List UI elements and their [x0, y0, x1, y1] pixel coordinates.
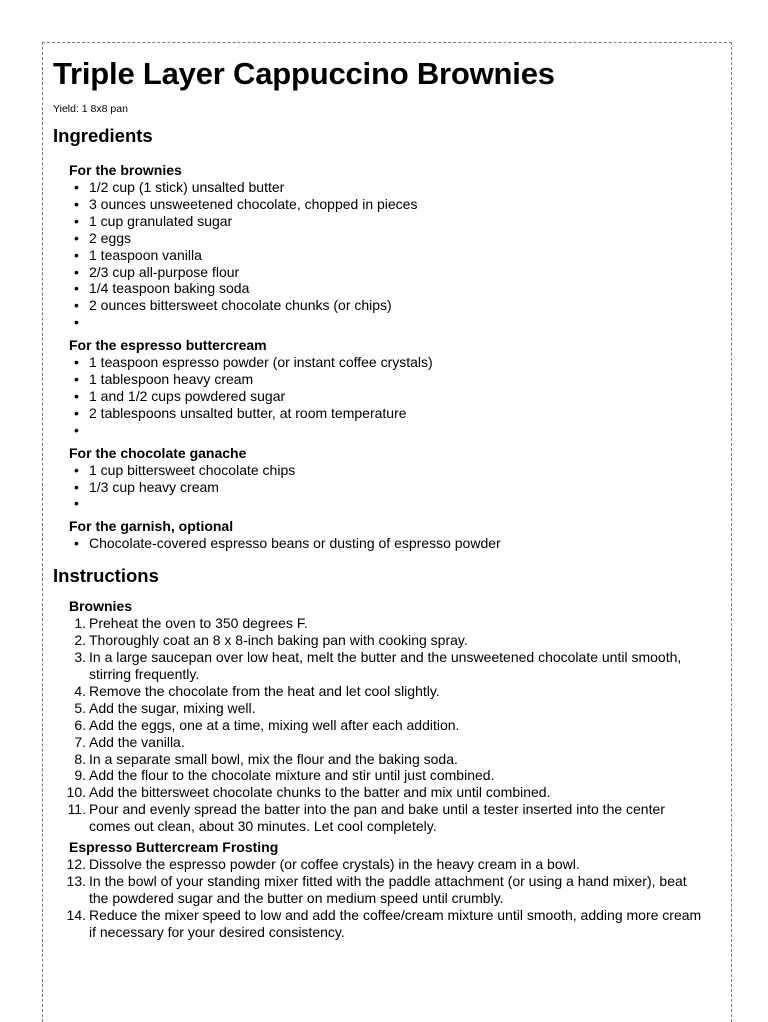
ingredient-item-empty: [69, 314, 723, 331]
step-text: Thoroughly coat an 8 x 8-inch baking pan with cooking spray.: [89, 632, 468, 649]
step-text: Reduce the mixer speed to low and add the coffee/cream mixture until smooth, adding more cream if necessary for your desired consistency.: [89, 906, 702, 940]
instruction-group-espresso-buttercream: [66, 839, 723, 941]
instruction-step: [69, 767, 709, 784]
step-number: 9.: [74, 767, 86, 784]
instruction-step: [69, 615, 709, 632]
instruction-list: [66, 856, 723, 941]
step-text: Add the vanilla.: [89, 733, 185, 750]
recipe-title: Triple Layer Cappuccino Brownies: [53, 56, 555, 91]
instruction-step: [69, 683, 709, 700]
ingredient-list: [69, 535, 723, 552]
step-number: 12.: [66, 856, 86, 873]
ingredient-group-brownies: [69, 162, 723, 331]
ingredient-item: • 2 ounces bittersweet chocolate chunks (or chips): [69, 297, 723, 314]
ingredient-item: • 1 cup granulated sugar: [69, 213, 723, 230]
ingredients-heading: Ingredients: [53, 125, 153, 146]
ingredient-group-espresso-buttercream: [69, 337, 723, 439]
step-text: Add the flour to the chocolate mixture and stir until just combined.: [89, 767, 495, 784]
step-text: Add the bittersweet chocolate chunks to the batter and mix until combined.: [89, 784, 551, 801]
instruction-step: [69, 734, 709, 751]
ingredient-group-garnish: [69, 518, 723, 552]
step-text: Pour and evenly spread the batter into the pan and bake until a tester inserted into the center comes out clean, about 30 minutes. Let cool completely.: [89, 801, 665, 835]
step-text: In the bowl of your standing mixer fitted with the paddle attachment (or using a hand mixer), beat the powdered sugar and the butter on medium speed until crumbly.: [89, 872, 687, 906]
step-text: Add the sugar, mixing well.: [89, 699, 256, 716]
step-number: 14.: [66, 906, 86, 923]
ingredient-list: [69, 179, 723, 331]
instruction-step: [66, 856, 709, 873]
ingredient-list: [69, 354, 723, 439]
ingredient-item: • 1/4 teaspoon baking soda: [69, 280, 723, 297]
instruction-step: [66, 784, 709, 801]
ingredient-item-empty: [69, 422, 723, 439]
instruction-step: [69, 751, 709, 768]
ingredient-item-empty: [69, 495, 723, 512]
step-text: Preheat the oven to 350 degrees F.: [89, 615, 308, 632]
step-number: 7.: [74, 733, 86, 750]
step-number: 1.: [74, 615, 86, 632]
ingredient-group-title: For the garnish, optional: [69, 518, 234, 535]
ingredient-list: [69, 462, 723, 513]
instruction-step: [69, 700, 709, 717]
ingredient-item: • 1 cup bittersweet chocolate chips: [69, 462, 723, 479]
step-text: In a separate small bowl, mix the flour and the baking soda.: [89, 750, 458, 767]
instruction-step: [69, 632, 709, 649]
instruction-group-title: Espresso Buttercream Frosting: [69, 839, 279, 856]
recipe-card: [53, 54, 723, 941]
instruction-group-title: Brownies: [69, 598, 133, 615]
instruction-step: [69, 717, 709, 734]
ingredient-item: • 1/3 cup heavy cream: [69, 479, 723, 496]
step-text: Add the eggs, one at a time, mixing well after each addition.: [89, 716, 460, 733]
ingredient-item: • Chocolate-covered espresso beans or dusting of espresso powder: [69, 535, 723, 552]
step-text: In a large saucepan over low heat, melt the butter and the unsweetened chocolate until smooth, stirring frequently.: [89, 649, 682, 682]
instruction-step: [66, 906, 709, 941]
ingredient-item: • 2 tablespoons unsalted butter, at room temperature: [69, 405, 723, 422]
ingredient-item: • 3 ounces unsweetened chocolate, chopped in pieces: [69, 196, 723, 213]
ingredient-group-title: For the espresso buttercream: [69, 337, 267, 354]
ingredient-item: • 2 eggs: [69, 230, 723, 247]
ingredient-item: • 1 and 1/2 cups powdered sugar: [69, 388, 723, 405]
step-number: 13.: [66, 872, 86, 889]
step-number: 3.: [74, 649, 86, 666]
instruction-group-brownies: [66, 598, 723, 835]
ingredient-item: • 1 teaspoon espresso powder (or instant coffee crystals): [69, 354, 723, 371]
instruction-step: [69, 649, 709, 683]
step-number: 5.: [74, 699, 86, 716]
ingredient-group-title: For the brownies: [69, 162, 182, 178]
ingredient-item: • 1/2 cup (1 stick) unsalted butter: [69, 179, 723, 196]
ingredient-item: • 1 teaspoon vanilla: [69, 247, 723, 264]
step-text: Remove the chocolate from the heat and let cool slightly.: [89, 682, 440, 699]
step-number: 4.: [74, 682, 86, 699]
instructions-heading: Instructions: [53, 565, 159, 587]
ingredient-item: • 1 tablespoon heavy cream: [69, 371, 723, 388]
step-number: 6.: [74, 716, 86, 733]
step-number: 8.: [74, 750, 86, 767]
step-number: 2.: [74, 632, 86, 649]
recipe-yield: Yield: 1 8x8 pan: [53, 103, 128, 115]
step-text: Dissolve the espresso powder (or coffee crystals) in the heavy cream in a bowl.: [89, 856, 580, 873]
ingredient-item: • 2/3 cup all-purpose flour: [69, 264, 723, 281]
instruction-list: [66, 615, 723, 835]
instruction-step: [69, 801, 709, 835]
ingredient-group-title: For the chocolate ganache: [69, 444, 247, 461]
step-number: 11.: [67, 801, 86, 818]
instruction-step: [66, 872, 709, 907]
ingredient-group-chocolate-ganache: [69, 445, 723, 513]
step-number: 10.: [66, 784, 86, 801]
